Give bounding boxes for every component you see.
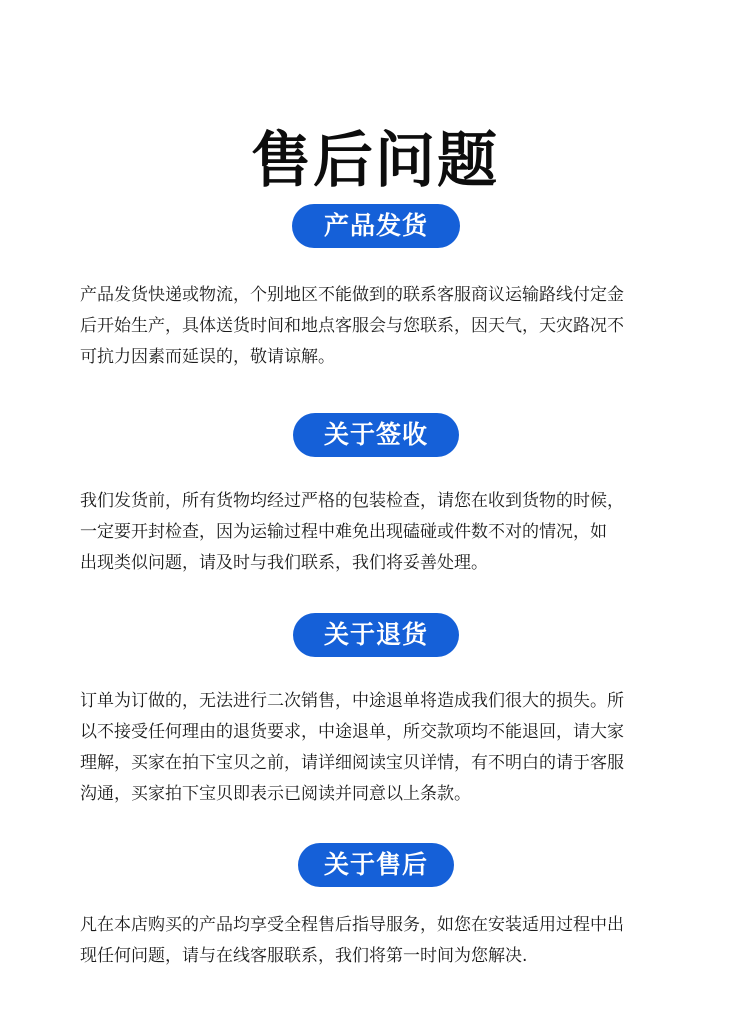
body-line: 订单为订做的，无法进行二次销售，中途退单将造成我们很大的损失。所	[80, 691, 624, 711]
body-line: 出现类似问题，请及时与我们联系，我们将妥善处理。	[80, 553, 488, 573]
section-body-receipt	[80, 486, 680, 579]
section-heading-after-sales: 关于售后	[298, 843, 454, 887]
body-line: 以不接受任何理由的退货要求，中途退单，所交款项均不能退回，请大家	[80, 722, 624, 742]
body-line: 我们发货前，所有货物均经过严格的包装检查，请您在收到货物的时候，	[80, 491, 624, 511]
body-line: 沟通，买家拍下宝贝即表示已阅读并同意以上条款。	[80, 784, 471, 804]
page-title: 售后问题	[251, 126, 499, 197]
body-line: 凡在本店购买的产品均享受全程售后指导服务，如您在安装适用过程中出	[80, 915, 624, 935]
section-heading-shipping: 产品发货	[292, 204, 460, 248]
body-line: 可抗力因素而延误的，敬请谅解。	[80, 347, 335, 367]
body-line: 现任何问题，请与在线客服联系，我们将第一时间为您解决.	[80, 946, 528, 966]
section-body-after-sales	[80, 910, 680, 972]
section-heading-returns: 关于退货	[293, 613, 459, 657]
section-body-returns	[80, 686, 680, 810]
body-line: 产品发货快递或物流，个别地区不能做到的联系客服商议运输路线付定金	[80, 285, 624, 305]
body-line: 一定要开封检查，因为运输过程中难免出现磕碰或件数不对的情况，如	[80, 522, 607, 542]
section-heading-receipt: 关于签收	[293, 413, 459, 457]
section-body-shipping	[80, 280, 680, 373]
body-line: 理解，买家在拍下宝贝之前，请详细阅读宝贝详情，有不明白的请于客服	[80, 753, 624, 773]
body-line: 后开始生产，具体送货时间和地点客服会与您联系，因天气，天灾路况不	[80, 316, 624, 336]
